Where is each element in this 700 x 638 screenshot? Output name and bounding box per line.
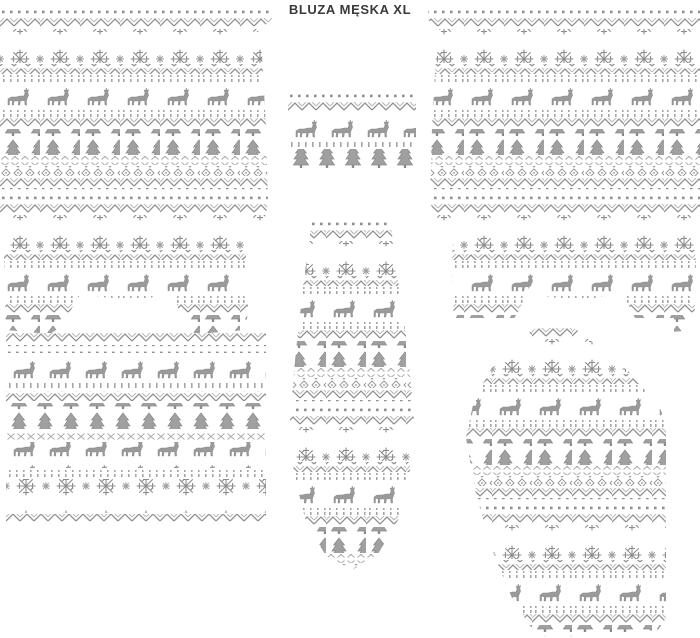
page-title: BLUZA MĘSKA XL — [288, 2, 412, 17]
pattern-piece-front — [0, 8, 272, 338]
pattern-piece-hood — [286, 220, 418, 592]
pattern-piece-cuffs — [6, 333, 266, 523]
pattern-piece-back — [424, 8, 700, 338]
pattern-piece-sleeve — [452, 318, 674, 638]
pattern-piece-collar — [288, 92, 416, 174]
